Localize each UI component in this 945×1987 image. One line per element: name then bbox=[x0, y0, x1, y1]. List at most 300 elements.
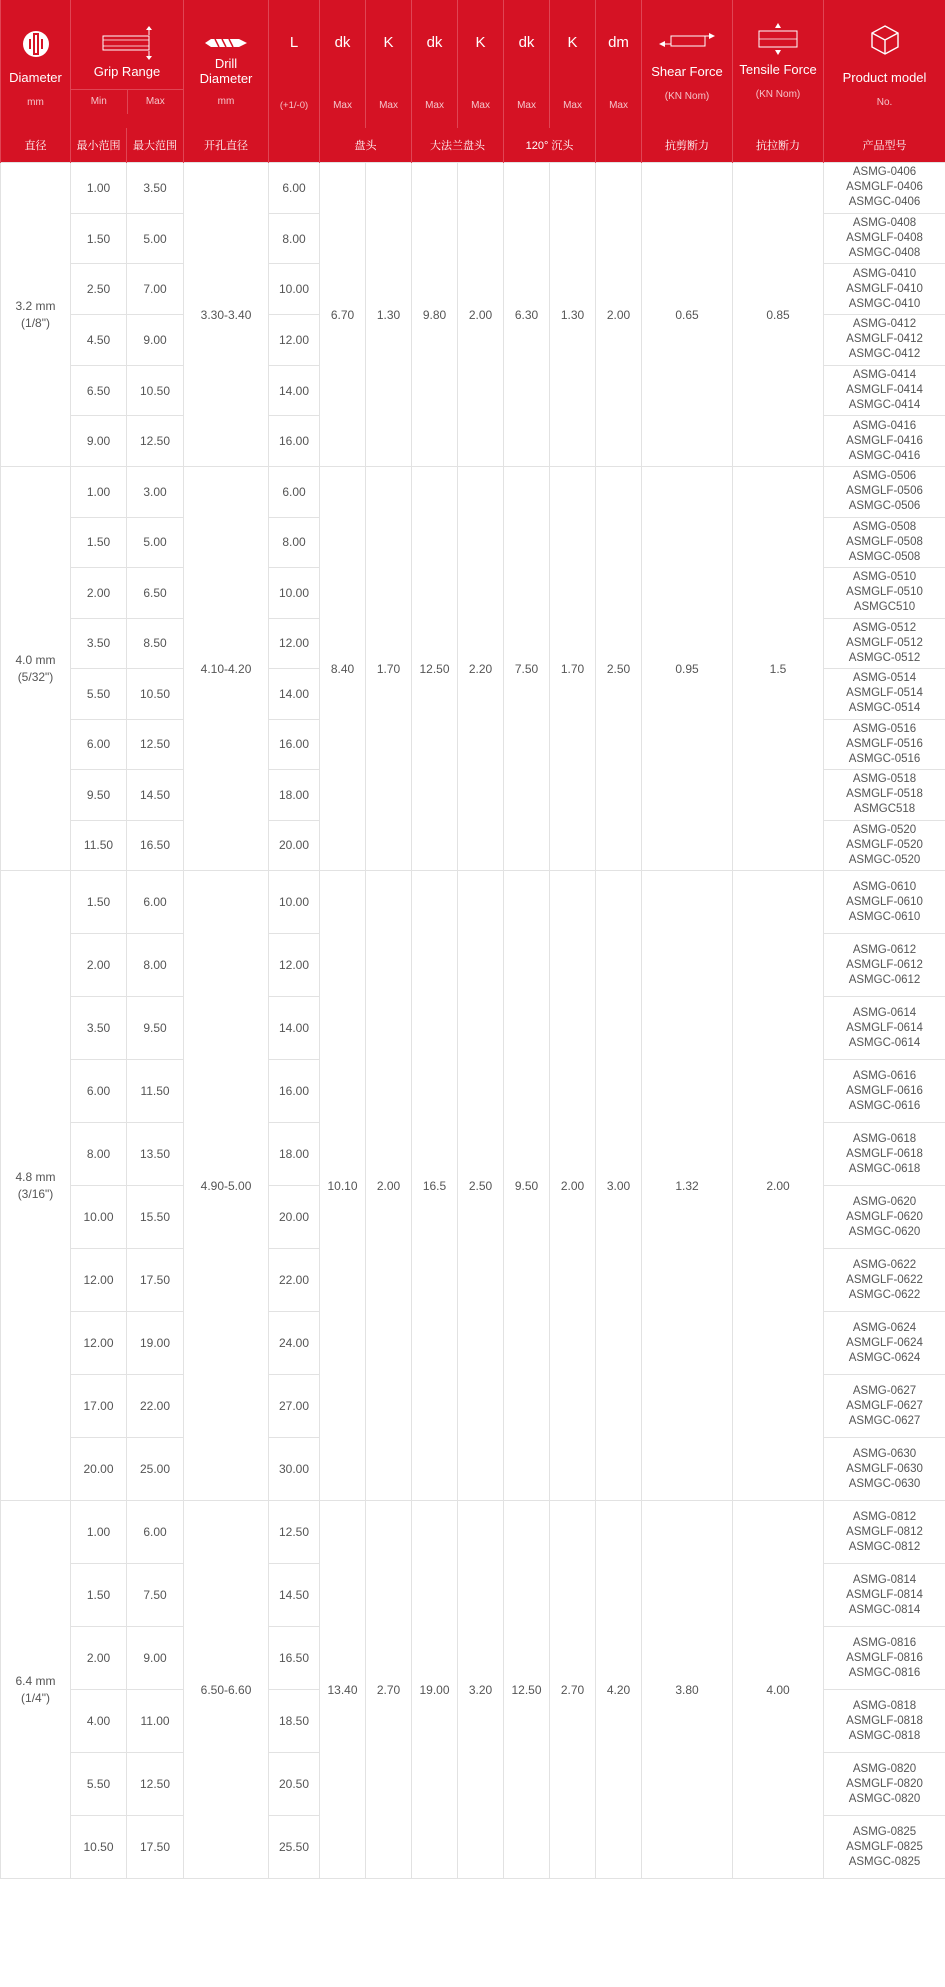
product-model-code: ASMGC518 bbox=[853, 803, 916, 816]
spec-dome-k: 1.30 bbox=[366, 163, 412, 467]
header-cn-diameter: 直径 bbox=[1, 128, 71, 163]
grip-min: 6.00 bbox=[71, 719, 127, 770]
header-csk-k bbox=[550, 0, 596, 128]
header-length-label: L bbox=[289, 34, 299, 51]
product-model-code: ASMG-0618 bbox=[852, 1132, 917, 1145]
grip-max: 11.50 bbox=[127, 1060, 184, 1123]
product-model-code: ASMGLF-0624 bbox=[846, 1336, 923, 1349]
product-model-code: ASMG-0414 bbox=[852, 369, 917, 382]
drill-bit-icon bbox=[203, 36, 249, 50]
product-model-code: ASMGC-0627 bbox=[848, 1414, 921, 1427]
length-l: 16.00 bbox=[269, 416, 320, 467]
product-model-cell bbox=[824, 365, 945, 416]
grip-min: 2.00 bbox=[71, 1627, 127, 1690]
product-model-cell bbox=[824, 467, 945, 518]
spec-dm: 3.00 bbox=[596, 871, 642, 1501]
table-row bbox=[1, 467, 945, 518]
grip-min: 6.00 bbox=[71, 1060, 127, 1123]
product-model-code: ASMGLF-0610 bbox=[846, 895, 923, 908]
product-model-cell bbox=[824, 1249, 945, 1312]
grip-min: 3.50 bbox=[71, 997, 127, 1060]
product-model-cell bbox=[824, 669, 945, 720]
product-model-code: ASMG-0622 bbox=[852, 1258, 917, 1271]
spec-dome-dk: 10.10 bbox=[320, 871, 366, 1501]
diameter-inch: (5/32") bbox=[17, 669, 54, 684]
header-diameter-label: Diameter bbox=[9, 70, 62, 85]
length-l: 12.00 bbox=[269, 618, 320, 669]
product-model-code: ASMGC-0818 bbox=[848, 1729, 921, 1742]
product-model-code: ASMGC-0414 bbox=[848, 399, 921, 412]
header-drill-label-2: Diameter bbox=[199, 71, 253, 86]
product-model-code: ASMG-0614 bbox=[852, 1006, 917, 1019]
header-product-model bbox=[824, 0, 945, 128]
product-model-code: ASMGC-0410 bbox=[848, 297, 921, 310]
diameter-mm: 6.4 mm bbox=[15, 1673, 56, 1688]
spec-dm: 2.50 bbox=[596, 467, 642, 871]
spec-shear-force: 0.65 bbox=[642, 163, 733, 467]
product-model-code: ASMGC-0614 bbox=[848, 1036, 921, 1049]
length-l: 27.00 bbox=[269, 1375, 320, 1438]
header-cn-model: 产品型号 bbox=[824, 128, 945, 163]
grip-min: 10.00 bbox=[71, 1186, 127, 1249]
spec-tensile-force: 1.5 bbox=[733, 467, 824, 871]
header-tensile-label: Tensile Force bbox=[739, 62, 817, 77]
product-model-code: ASMGLF-0618 bbox=[846, 1147, 923, 1160]
product-model-code: ASMGC-0416 bbox=[848, 449, 921, 462]
product-model-cell bbox=[824, 1375, 945, 1438]
spec-dome-dk: 13.40 bbox=[320, 1501, 366, 1879]
product-model-code: ASMGC-0406 bbox=[848, 196, 921, 209]
product-model-code: ASMGLF-0512 bbox=[846, 636, 923, 649]
spec-flange-k: 3.20 bbox=[458, 1501, 504, 1879]
length-l: 16.50 bbox=[269, 1627, 320, 1690]
product-model-code: ASMGLF-0408 bbox=[846, 232, 923, 245]
length-l: 20.50 bbox=[269, 1753, 320, 1816]
product-model-code: ASMG-0410 bbox=[852, 267, 917, 280]
header-shear-force bbox=[642, 0, 733, 128]
length-l: 24.00 bbox=[269, 1312, 320, 1375]
grip-min: 1.00 bbox=[71, 467, 127, 518]
header-cn-grip-min: 最小范围 bbox=[71, 128, 127, 163]
diameter-mm: 3.2 mm bbox=[15, 298, 56, 313]
length-l: 18.00 bbox=[269, 770, 320, 821]
product-model-code: ASMG-0620 bbox=[852, 1195, 917, 1208]
grip-max: 10.50 bbox=[127, 365, 184, 416]
grip-min: 1.50 bbox=[71, 871, 127, 934]
spec-csk-dk: 9.50 bbox=[504, 871, 550, 1501]
product-model-cell bbox=[824, 315, 945, 366]
product-model-code: ASMGC510 bbox=[853, 601, 916, 614]
header-csk-k-max: Max bbox=[563, 100, 582, 111]
grip-min: 1.50 bbox=[71, 213, 127, 264]
product-model-code: ASMG-0627 bbox=[852, 1384, 917, 1397]
product-model-cell bbox=[824, 770, 945, 821]
header-grip-range bbox=[71, 0, 184, 128]
length-l: 16.00 bbox=[269, 719, 320, 770]
product-model-code: ASMGLF-0820 bbox=[846, 1777, 923, 1790]
header-flange-dk bbox=[412, 0, 458, 128]
length-l: 30.00 bbox=[269, 1438, 320, 1501]
product-model-code: ASMGC-0516 bbox=[848, 752, 921, 765]
grip-max: 25.00 bbox=[127, 1438, 184, 1501]
product-model-code: ASMGC-0520 bbox=[848, 853, 921, 866]
header-cn-countersunk: 120° 沉头 bbox=[504, 128, 596, 163]
product-model-code: ASMGLF-0508 bbox=[846, 535, 923, 548]
product-model-code: ASMGC-0616 bbox=[848, 1099, 921, 1112]
product-model-code: ASMGLF-0616 bbox=[846, 1084, 923, 1097]
product-model-cell bbox=[824, 820, 945, 871]
length-l: 18.50 bbox=[269, 1690, 320, 1753]
product-model-cell bbox=[824, 1060, 945, 1123]
grip-min: 11.50 bbox=[71, 820, 127, 871]
grip-min: 4.00 bbox=[71, 1690, 127, 1753]
product-model-code: ASMGLF-0510 bbox=[846, 586, 923, 599]
grip-max: 5.00 bbox=[127, 213, 184, 264]
length-l: 8.00 bbox=[269, 213, 320, 264]
product-model-cell bbox=[824, 719, 945, 770]
product-model-cell bbox=[824, 997, 945, 1060]
product-model-code: ASMGLF-0514 bbox=[846, 687, 923, 700]
spec-diameter bbox=[1, 163, 71, 467]
product-model-code: ASMG-0412 bbox=[852, 318, 917, 331]
box-3d-icon bbox=[870, 24, 900, 56]
diameter-inch: (1/8") bbox=[21, 315, 50, 330]
header-tensile-unit: (KN Nom) bbox=[755, 89, 801, 100]
spec-csk-k: 1.70 bbox=[550, 467, 596, 871]
product-model-code: ASMGC-0512 bbox=[848, 651, 921, 664]
product-model-cell bbox=[824, 1438, 945, 1501]
product-model-code: ASMG-0406 bbox=[852, 166, 917, 179]
product-model-code: ASMGLF-0630 bbox=[846, 1462, 923, 1475]
header-dome-dk-max: Max bbox=[333, 100, 352, 111]
grip-max: 3.50 bbox=[127, 163, 184, 214]
spec-drill-diameter: 3.30-3.40 bbox=[184, 163, 269, 467]
length-l: 10.00 bbox=[269, 871, 320, 934]
header-drill-diameter bbox=[184, 0, 269, 128]
header-diameter bbox=[1, 0, 71, 128]
product-model-cell bbox=[824, 1186, 945, 1249]
product-model-code: ASMGLF-0406 bbox=[846, 181, 923, 194]
grip-min: 1.50 bbox=[71, 517, 127, 568]
length-l: 25.50 bbox=[269, 1816, 320, 1879]
grip-min: 9.50 bbox=[71, 770, 127, 821]
grip-max: 13.50 bbox=[127, 1123, 184, 1186]
grip-min: 2.00 bbox=[71, 568, 127, 619]
header-dm-label: dm bbox=[608, 34, 629, 51]
grip-max: 12.50 bbox=[127, 719, 184, 770]
grip-max: 7.00 bbox=[127, 264, 184, 315]
product-model-cell bbox=[824, 568, 945, 619]
product-model-cell bbox=[824, 1627, 945, 1690]
product-model-code: ASMGLF-0518 bbox=[846, 788, 923, 801]
product-model-cell bbox=[824, 1816, 945, 1879]
header-tensile-force bbox=[733, 0, 824, 128]
header-dm bbox=[596, 0, 642, 128]
product-model-code: ASMGC-0622 bbox=[848, 1288, 921, 1301]
header-flange-dk-label: dk bbox=[426, 34, 443, 51]
product-model-code: ASMGLF-0414 bbox=[846, 384, 923, 397]
header-length bbox=[269, 0, 320, 128]
diameter-inch: (1/4") bbox=[21, 1690, 50, 1705]
grip-min: 3.50 bbox=[71, 618, 127, 669]
product-model-code: ASMGLF-0614 bbox=[846, 1021, 923, 1034]
spec-flange-k: 2.20 bbox=[458, 467, 504, 871]
length-l: 14.00 bbox=[269, 669, 320, 720]
header-cn-tensile: 抗拉断力 bbox=[733, 128, 824, 163]
header-shear-label: Shear Force bbox=[651, 64, 723, 79]
product-model-cell bbox=[824, 871, 945, 934]
header-csk-dk bbox=[504, 0, 550, 128]
spec-dome-k: 2.00 bbox=[366, 871, 412, 1501]
product-model-code: ASMG-0506 bbox=[852, 470, 917, 483]
spec-csk-k: 1.30 bbox=[550, 163, 596, 467]
length-l: 14.00 bbox=[269, 997, 320, 1060]
table-row bbox=[1, 871, 945, 934]
grip-max: 15.50 bbox=[127, 1186, 184, 1249]
spec-flange-dk: 12.50 bbox=[412, 467, 458, 871]
product-model-code: ASMGLF-0622 bbox=[846, 1273, 923, 1286]
spec-diameter bbox=[1, 467, 71, 871]
product-model-code: ASMGC-0820 bbox=[848, 1792, 921, 1805]
grip-max: 9.00 bbox=[127, 315, 184, 366]
grip-min: 12.00 bbox=[71, 1249, 127, 1312]
length-l: 20.00 bbox=[269, 820, 320, 871]
header-cn-length bbox=[269, 128, 320, 163]
spec-csk-dk: 7.50 bbox=[504, 467, 550, 871]
product-model-code: ASMG-0516 bbox=[852, 722, 917, 735]
product-model-code: ASMGC-0408 bbox=[848, 247, 921, 260]
header-dome-k-label: K bbox=[383, 34, 394, 51]
header-dome-k bbox=[366, 0, 412, 128]
product-model-code: ASMG-0825 bbox=[852, 1825, 917, 1838]
header-shear-unit: (KN Nom) bbox=[664, 91, 710, 102]
header-length-tolerance: (+1/-0) bbox=[279, 100, 309, 111]
spec-tensile-force: 4.00 bbox=[733, 1501, 824, 1879]
table-header bbox=[1, 0, 945, 163]
spec-shear-force: 0.95 bbox=[642, 467, 733, 871]
spec-flange-dk: 19.00 bbox=[412, 1501, 458, 1879]
length-l: 6.00 bbox=[269, 467, 320, 518]
grip-max: 5.00 bbox=[127, 517, 184, 568]
product-model-cell bbox=[824, 1690, 945, 1753]
length-l: 10.00 bbox=[269, 264, 320, 315]
rivet-cross-section-icon bbox=[20, 28, 52, 60]
product-model-code: ASMG-0816 bbox=[852, 1636, 917, 1649]
length-l: 20.00 bbox=[269, 1186, 320, 1249]
header-csk-dk-max: Max bbox=[517, 100, 536, 111]
product-model-code: ASMGLF-0627 bbox=[846, 1399, 923, 1412]
table-row bbox=[1, 163, 945, 214]
product-model-cell bbox=[824, 517, 945, 568]
diameter-inch: (3/16") bbox=[17, 1186, 54, 1201]
header-cn-drill: 开孔直径 bbox=[184, 128, 269, 163]
spec-drill-diameter: 6.50-6.60 bbox=[184, 1501, 269, 1879]
grip-max: 6.00 bbox=[127, 1501, 184, 1564]
grip-max: 3.00 bbox=[127, 467, 184, 518]
header-cn-flange: 大法兰盘头 bbox=[412, 128, 504, 163]
spec-flange-k: 2.00 bbox=[458, 163, 504, 467]
grip-min: 6.50 bbox=[71, 365, 127, 416]
product-model-code: ASMGC-0620 bbox=[848, 1225, 921, 1238]
spec-flange-k: 2.50 bbox=[458, 871, 504, 1501]
grip-max: 12.50 bbox=[127, 1753, 184, 1816]
product-model-code: ASMG-0624 bbox=[852, 1321, 917, 1334]
product-model-code: ASMG-0416 bbox=[852, 419, 917, 432]
diameter-mm: 4.0 mm bbox=[15, 652, 56, 667]
header-flange-k-label: K bbox=[475, 34, 486, 51]
product-model-code: ASMG-0610 bbox=[852, 880, 917, 893]
grip-max: 7.50 bbox=[127, 1564, 184, 1627]
product-model-code: ASMGC-0816 bbox=[848, 1666, 921, 1679]
grip-max: 9.00 bbox=[127, 1627, 184, 1690]
product-model-code: ASMG-0520 bbox=[852, 823, 917, 836]
length-l: 14.00 bbox=[269, 365, 320, 416]
header-flange-dk-max: Max bbox=[425, 100, 444, 111]
grip-min: 1.00 bbox=[71, 1501, 127, 1564]
spec-dome-k: 1.70 bbox=[366, 467, 412, 871]
product-model-cell bbox=[824, 163, 945, 214]
grip-max: 6.00 bbox=[127, 871, 184, 934]
product-model-cell bbox=[824, 1564, 945, 1627]
header-flange-k bbox=[458, 0, 504, 128]
table-row bbox=[1, 1501, 945, 1564]
product-model-code: ASMGC-0630 bbox=[848, 1477, 921, 1490]
product-model-code: ASMG-0508 bbox=[852, 520, 917, 533]
product-model-cell bbox=[824, 264, 945, 315]
product-model-code: ASMGC-0508 bbox=[848, 550, 921, 563]
product-model-code: ASMGLF-0412 bbox=[846, 333, 923, 346]
header-grip-max: Max bbox=[127, 90, 184, 114]
header-diameter-unit: mm bbox=[27, 97, 44, 108]
tensile-force-icon bbox=[755, 22, 801, 56]
product-model-code: ASMG-0616 bbox=[852, 1069, 917, 1082]
product-model-code: ASMG-0510 bbox=[852, 571, 917, 584]
product-model-cell bbox=[824, 1501, 945, 1564]
header-model-unit: No. bbox=[876, 97, 893, 108]
length-l: 6.00 bbox=[269, 163, 320, 214]
product-model-code: ASMG-0514 bbox=[852, 672, 917, 685]
spec-shear-force: 3.80 bbox=[642, 1501, 733, 1879]
grip-min: 9.00 bbox=[71, 416, 127, 467]
spec-dm: 4.20 bbox=[596, 1501, 642, 1879]
spec-drill-diameter: 4.10-4.20 bbox=[184, 467, 269, 871]
spec-csk-dk: 6.30 bbox=[504, 163, 550, 467]
product-model-cell bbox=[824, 618, 945, 669]
product-model-cell bbox=[824, 416, 945, 467]
product-model-cell bbox=[824, 934, 945, 997]
grip-min: 20.00 bbox=[71, 1438, 127, 1501]
grip-min: 8.00 bbox=[71, 1123, 127, 1186]
spec-drill-diameter: 4.90-5.00 bbox=[184, 871, 269, 1501]
product-model-cell bbox=[824, 213, 945, 264]
product-model-code: ASMGC-0610 bbox=[848, 910, 921, 923]
grip-max: 11.00 bbox=[127, 1690, 184, 1753]
product-model-code: ASMGLF-0818 bbox=[846, 1714, 923, 1727]
product-model-code: ASMG-0408 bbox=[852, 217, 917, 230]
product-model-code: ASMGC-0624 bbox=[848, 1351, 921, 1364]
grip-max: 10.50 bbox=[127, 669, 184, 720]
header-cn-grip-max: 最大范围 bbox=[127, 128, 184, 163]
product-model-code: ASMG-0820 bbox=[852, 1762, 917, 1775]
header-model-label: Product model bbox=[842, 70, 927, 85]
grip-min: 5.50 bbox=[71, 1753, 127, 1816]
product-model-code: ASMGLF-0812 bbox=[846, 1525, 923, 1538]
product-model-code: ASMGLF-0516 bbox=[846, 737, 923, 750]
grip-max: 22.00 bbox=[127, 1375, 184, 1438]
grip-max: 17.50 bbox=[127, 1816, 184, 1879]
product-model-code: ASMG-0512 bbox=[852, 621, 917, 634]
table-body bbox=[1, 163, 945, 1879]
grip-max: 16.50 bbox=[127, 820, 184, 871]
spec-dome-dk: 6.70 bbox=[320, 163, 366, 467]
product-model-code: ASMGC-0412 bbox=[848, 348, 921, 361]
header-flange-k-max: Max bbox=[471, 100, 490, 111]
product-model-code: ASMGC-0812 bbox=[848, 1540, 921, 1553]
header-dome-dk bbox=[320, 0, 366, 128]
header-dome-dk-label: dk bbox=[334, 34, 351, 51]
product-model-code: ASMG-0518 bbox=[852, 773, 917, 786]
length-l: 10.00 bbox=[269, 568, 320, 619]
product-model-code: ASMG-0812 bbox=[852, 1510, 917, 1523]
product-model-code: ASMGC-0825 bbox=[848, 1855, 921, 1868]
grip-min: 4.50 bbox=[71, 315, 127, 366]
product-model-code: ASMGC-0514 bbox=[848, 702, 921, 715]
product-model-code: ASMG-0814 bbox=[852, 1573, 917, 1586]
product-model-cell bbox=[824, 1123, 945, 1186]
product-model-code: ASMGC-0506 bbox=[848, 500, 921, 513]
product-model-code: ASMGLF-0814 bbox=[846, 1588, 923, 1601]
grip-min: 17.00 bbox=[71, 1375, 127, 1438]
product-model-code: ASMGLF-0520 bbox=[846, 838, 923, 851]
header-cn-dome: 盘头 bbox=[320, 128, 412, 163]
grip-max: 9.50 bbox=[127, 997, 184, 1060]
grip-max: 8.50 bbox=[127, 618, 184, 669]
grip-max: 12.50 bbox=[127, 416, 184, 467]
length-l: 18.00 bbox=[269, 1123, 320, 1186]
length-l: 16.00 bbox=[269, 1060, 320, 1123]
grip-max: 17.50 bbox=[127, 1249, 184, 1312]
header-grip-range-label: Grip Range bbox=[93, 64, 161, 79]
shear-force-icon bbox=[657, 30, 717, 50]
grip-max: 19.00 bbox=[127, 1312, 184, 1375]
product-model-code: ASMGLF-0816 bbox=[846, 1651, 923, 1664]
grip-min: 1.50 bbox=[71, 1564, 127, 1627]
spec-tensile-force: 2.00 bbox=[733, 871, 824, 1501]
grip-max: 8.00 bbox=[127, 934, 184, 997]
grip-max: 6.50 bbox=[127, 568, 184, 619]
grip-max: 14.50 bbox=[127, 770, 184, 821]
product-model-code: ASMGLF-0620 bbox=[846, 1210, 923, 1223]
product-model-code: ASMGLF-0506 bbox=[846, 485, 923, 498]
length-l: 22.00 bbox=[269, 1249, 320, 1312]
spec-csk-k: 2.70 bbox=[550, 1501, 596, 1879]
header-dm-max: Max bbox=[609, 100, 628, 111]
product-model-cell bbox=[824, 1753, 945, 1816]
product-model-code: ASMGLF-0416 bbox=[846, 434, 923, 447]
product-model-code: ASMGC-0618 bbox=[848, 1162, 921, 1175]
spec-flange-dk: 9.80 bbox=[412, 163, 458, 467]
diameter-mm: 4.8 mm bbox=[15, 1169, 56, 1184]
spec-diameter bbox=[1, 871, 71, 1501]
spec-tensile-force: 0.85 bbox=[733, 163, 824, 467]
header-drill-label-1: Drill bbox=[214, 56, 238, 71]
length-l: 12.00 bbox=[269, 934, 320, 997]
spec-dome-dk: 8.40 bbox=[320, 467, 366, 871]
header-cn-dm bbox=[596, 128, 642, 163]
spec-shear-force: 1.32 bbox=[642, 871, 733, 1501]
length-l: 12.00 bbox=[269, 315, 320, 366]
product-model-code: ASMG-0630 bbox=[852, 1447, 917, 1460]
